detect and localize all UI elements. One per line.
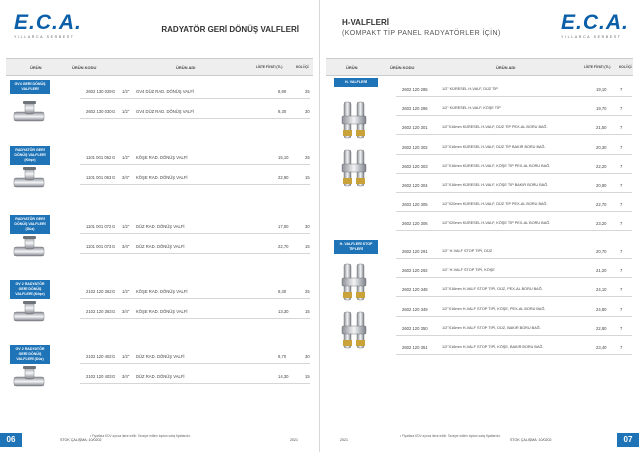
header-box: KOLİ İÇİ — [296, 65, 309, 69]
table-row — [382, 341, 633, 353]
stock-note: STOK ÇALIŞMA: 10/0202 — [60, 438, 102, 442]
product-code: 1101 001 073 — [86, 244, 112, 249]
brand-tagline: YILLARCA SERBEST — [14, 35, 75, 39]
product-name: 1/2"X20mm KÜRESEL H-VALF, DÜZ TİP PEX-AL BORU BAĞ. — [442, 202, 548, 207]
page-number: 07 — [617, 433, 639, 447]
row-divider — [80, 298, 310, 299]
product-code: 2602 120 350 — [402, 325, 428, 331]
thread-type: G — [112, 175, 116, 180]
price: 15,10 — [278, 155, 289, 160]
header-price: LİSTE FİYATI (TL) — [584, 65, 611, 69]
product-name: 1/2"X16mm KÜRESEL H-VALF, DÜZ TİP PEX-AL BORU BAĞ. — [442, 125, 548, 130]
product-name: DÜZ RAD. DÖNÜŞ VALFİ — [136, 374, 185, 379]
product-code: 2602 120 303 — [402, 163, 428, 169]
table-row — [382, 160, 633, 172]
valve-image — [12, 365, 46, 398]
header-price: LİSTE FİYATI (TL) — [256, 65, 283, 69]
price: 8,90 — [278, 89, 287, 94]
box-qty: 7 — [620, 306, 623, 312]
row-divider — [396, 258, 632, 259]
row-divider — [396, 192, 632, 193]
thread-type: G — [112, 224, 116, 229]
table-row — [56, 350, 313, 362]
box-qty: 7 — [620, 125, 623, 131]
box-qty: 7 — [620, 144, 623, 150]
right-page — [320, 0, 639, 452]
year-label: 2021 — [290, 438, 298, 442]
thread-type: G — [112, 155, 116, 160]
price: 14,30 — [278, 374, 289, 379]
price: 21,50 — [596, 125, 607, 131]
thread-type: G — [112, 309, 116, 314]
box-qty: 7 — [620, 345, 623, 350]
size: 3/4" — [122, 374, 130, 379]
product-code: 2602 120 351 — [402, 345, 428, 350]
price: 23,40 — [596, 345, 607, 350]
price: 24,80 — [596, 306, 607, 312]
product-name: 1/2" KÜRESEL H-VALF, DÜZ TİP — [442, 87, 498, 91]
row-divider — [396, 316, 632, 317]
product-name: KÖŞE RAD. DÖNÜŞ VALFİ — [136, 175, 188, 180]
section-label: RADYATÖR GERİ DÖNÜŞ VALFLERİ (Düz) — [10, 215, 50, 234]
header-product: ÜRÜN — [346, 65, 358, 70]
price: 22,90 — [278, 175, 289, 180]
valve-image — [12, 235, 46, 268]
section-label: GV 2 RADYATÖR GERİ DÖNÜŞ VALFLERİ (Düz) — [10, 345, 50, 364]
row-divider — [396, 296, 632, 297]
price: 22,80 — [596, 325, 607, 331]
box-qty: 15 — [305, 374, 310, 379]
price: 17,00 — [278, 224, 289, 229]
table-row — [382, 264, 633, 276]
box-qty: 25 — [305, 155, 310, 160]
thread-type: G — [112, 289, 116, 294]
row-divider — [80, 318, 310, 319]
table-row — [382, 245, 633, 257]
table-row — [382, 179, 633, 191]
product-name: 1/2"X16mm H-VALF STOP TİPİ, KÖŞE, BAKIR BORU BAĞ. — [442, 345, 544, 349]
product-name: GV4 DÜZ RAD. DÖNÜŞ VALFİ — [136, 89, 195, 94]
section-label: GV4 GERİ DÖNÜŞ VALFLERİ — [10, 80, 50, 94]
price: 20,90 — [596, 183, 607, 188]
footnote: • Fiyatlara KDV ayrıca ilave edilir. Tavsiye edilen toptan satış fiyatlarıdır. — [400, 434, 501, 438]
box-qty: 7 — [620, 287, 623, 293]
size: 1/2" — [122, 155, 130, 160]
product-code: 2602 120 349 — [402, 306, 428, 312]
thread-type: G — [112, 89, 116, 94]
brand-mark: E.C.A. — [14, 11, 82, 34]
size: 1/2" — [122, 224, 130, 229]
section-label: H- VALFLERİ STOP TİPLERİ — [334, 240, 378, 254]
price: 22,70 — [278, 244, 289, 249]
price: 23,20 — [596, 221, 607, 227]
size: 1/2" — [122, 354, 130, 359]
row-divider — [396, 154, 632, 155]
table-row — [56, 85, 313, 97]
price: 9,30 — [278, 289, 287, 294]
price: 20,70 — [596, 249, 607, 254]
row-divider — [396, 230, 632, 231]
row-divider — [80, 118, 310, 119]
product-name: KÖŞE RAD. DÖNÜŞ VALFİ — [136, 309, 188, 314]
box-qty: 7 — [620, 202, 623, 208]
table-row — [56, 305, 313, 317]
thread-type: G — [112, 109, 116, 114]
product-code: 2602 120 301 — [402, 125, 428, 131]
row-divider — [80, 363, 310, 364]
price: 13,30 — [278, 309, 289, 314]
table-row — [382, 283, 633, 295]
box-qty: 30 — [305, 354, 310, 359]
product-name: 1/2"X20mm KÜRESEL H-VALF, KÖŞE TİP PEX-AL BORU BAĞ. — [442, 221, 551, 226]
price: 21,20 — [596, 268, 607, 274]
row-divider — [80, 184, 310, 185]
product-code: 2102 120 362 — [86, 289, 112, 294]
size: 3/4" — [122, 244, 130, 249]
table-row — [56, 171, 313, 183]
product-code: 2102 120 403 — [86, 374, 112, 379]
price: 22,70 — [596, 202, 607, 208]
stock-note: STOK ÇALIŞMA: 10/0202 — [510, 438, 552, 442]
valve-image — [12, 100, 46, 133]
product-code: 2602 130 030 — [86, 109, 112, 114]
product-code: 2602 130 029 — [86, 89, 112, 94]
table-row — [56, 105, 313, 117]
table-row — [382, 322, 633, 334]
box-qty: 7 — [620, 221, 623, 227]
product-code: 1101 001 072 — [86, 224, 112, 229]
valve-image — [336, 100, 372, 145]
valve-image — [12, 166, 46, 199]
row-divider — [396, 115, 632, 116]
page-title: H-VALFLERİ — [342, 18, 389, 27]
table-row — [382, 303, 633, 315]
table-row — [382, 102, 633, 114]
row-divider — [396, 354, 632, 355]
box-qty: 25 — [305, 289, 310, 294]
header-name: ÜRÜN ADI — [496, 65, 516, 70]
row-divider — [396, 96, 632, 97]
product-name: 1/2" H-VALF STOP TİPİ, KÖŞE — [442, 268, 495, 273]
price: 19,10 — [596, 87, 607, 92]
box-qty: 7 — [620, 325, 623, 331]
product-name: DÜZ RAD. DÖNÜŞ VALFİ — [136, 354, 185, 359]
price: 9,30 — [278, 109, 287, 114]
table-row — [56, 151, 313, 163]
price: 24,10 — [596, 287, 607, 293]
product-name: 1/2"X16mm H-VALF STOP TİPİ, DÜZ, BAKIR BORU BAĞ. — [442, 325, 541, 330]
table-row — [382, 83, 633, 95]
header-product: ÜRÜN — [30, 65, 42, 70]
row-divider — [80, 383, 310, 384]
box-qty: 7 — [620, 249, 623, 254]
row-divider — [396, 277, 632, 278]
product-code: 2102 120 402 — [86, 354, 112, 359]
price: 19,70 — [596, 106, 607, 112]
row-divider — [396, 335, 632, 336]
section-label: H- VALFLERİ — [334, 78, 378, 87]
page-subtitle: (KOMPAKT TİP PANEL RADYATÖRLER İÇİN) — [342, 30, 501, 37]
product-name: 1/2"X16mm H-VALF STOP TİPİ, DÜZ, PEX-AL BORU BAĞ. — [442, 287, 543, 292]
row-divider — [80, 98, 310, 99]
thread-type: G — [112, 354, 116, 359]
product-name: GV4 DÜZ RAD. DÖNÜŞ VALFİ — [136, 109, 195, 114]
thread-type: G — [112, 244, 116, 249]
box-qty: 15 — [305, 309, 310, 314]
box-qty: 7 — [620, 183, 623, 188]
row-divider — [396, 211, 632, 212]
header-code: ÜRÜN KODU — [390, 65, 415, 70]
row-divider — [80, 253, 310, 254]
left-page — [0, 0, 319, 452]
table-header — [326, 58, 633, 76]
product-name: 1/2"X16mm KÜRESEL H-VALF, DÜZ TİP BAKIR BORU BAĞ. — [442, 144, 546, 149]
table-row — [382, 121, 633, 133]
product-code: 1101 001 063 — [86, 175, 112, 180]
box-qty: 25 — [305, 89, 310, 94]
row-divider — [80, 233, 310, 234]
header-name: ÜRÜN ADI — [176, 65, 196, 70]
size: 3/4" — [122, 175, 130, 180]
price: 22,20 — [596, 163, 607, 169]
page-title: RADYATÖR GERİ DÖNÜŞ VALFLERİ — [161, 25, 299, 34]
box-qty: 7 — [620, 163, 623, 169]
valve-image — [336, 148, 372, 193]
brand-mark: E.C.A. — [561, 11, 629, 34]
price: 9,70 — [278, 354, 287, 359]
product-name: 1/2" KÜRESEL H-VALF, KÖŞE TİP — [442, 106, 501, 111]
box-qty: 15 — [305, 244, 310, 249]
thread-type: G — [112, 374, 116, 379]
product-code: 1101 001 062 — [86, 155, 112, 160]
valve-image — [336, 262, 372, 307]
product-code: 2602 120 302 — [402, 144, 428, 150]
table-row — [56, 285, 313, 297]
brand-logo — [14, 11, 82, 42]
product-code: 2602 120 291 — [402, 249, 428, 254]
product-code: 2602 120 305 — [402, 202, 428, 208]
product-code: 2602 120 306 — [402, 221, 428, 227]
product-code: 2602 120 348 — [402, 287, 428, 293]
table-row — [56, 370, 313, 382]
product-code: 2102 120 363 — [86, 309, 112, 314]
product-code: 2602 120 292 — [402, 268, 428, 274]
product-name: KÖŞE RAD. DÖNÜŞ VALFİ — [136, 289, 188, 294]
header-code: ÜRÜN KODU — [72, 65, 97, 70]
product-name: 1/2"X16mm KÜRESEL H-VALF, KÖŞE TİP BAKIR BORU BAĞ. — [442, 183, 549, 187]
row-divider — [396, 134, 632, 135]
brand-tagline: YILLARCA SERBEST — [561, 35, 622, 39]
box-qty: 7 — [620, 106, 623, 112]
product-name: 1/2"X16mm KÜRESEL H-VALF, KÖŞE TİP PEX-AL BORU BAĞ. — [442, 163, 551, 168]
valve-image — [336, 310, 372, 355]
valve-image — [12, 300, 46, 333]
row-divider — [80, 164, 310, 165]
product-code: 2602 120 285 — [402, 87, 428, 92]
brand-logo — [561, 11, 629, 42]
year-label: 2021 — [340, 438, 348, 442]
footnote: • Fiyatlara KDV ayrıca ilave edilir. Tavsiye edilen toptan satış fiyatlarıdır. — [90, 434, 191, 438]
table-row — [382, 198, 633, 210]
box-qty: 7 — [620, 268, 623, 274]
product-name: KÖŞE RAD. DÖNÜŞ VALFİ — [136, 155, 188, 160]
box-qty: 30 — [305, 224, 310, 229]
box-qty: 7 — [620, 87, 623, 92]
product-code: 2602 120 286 — [402, 106, 428, 112]
section-label: RADYATÖR GERİ DÖNÜŞ VALFLERİ (Köşe) — [10, 146, 50, 165]
product-code: 2602 120 304 — [402, 183, 428, 188]
table-row — [382, 217, 633, 229]
table-row — [56, 240, 313, 252]
product-name: DÜZ RAD. DÖNÜŞ VALFİ — [136, 224, 185, 229]
section-label: GV 2 RADYATÖR GERİ DÖNÜŞ VALFLERİ (Köşe) — [10, 280, 50, 299]
row-divider — [396, 173, 632, 174]
table-row — [382, 141, 633, 153]
header-box: KOLİ İÇİ — [619, 65, 632, 69]
size: 1/2" — [122, 289, 130, 294]
product-name: 1/2" H-VALF STOP TİPİ, DÜZ — [442, 249, 493, 253]
size: 3/4" — [122, 309, 130, 314]
product-name: DÜZ RAD. DÖNÜŞ VALFİ — [136, 244, 185, 249]
size: 1/2" — [122, 109, 130, 114]
table-header — [6, 58, 313, 76]
table-row — [56, 220, 313, 232]
size: 1/2" — [122, 89, 130, 94]
box-qty: 15 — [305, 175, 310, 180]
page-number: 06 — [0, 433, 22, 447]
box-qty: 30 — [305, 109, 310, 114]
price: 20,30 — [596, 144, 607, 150]
product-name: 1/2"X16mm H-VALF STOP TİPİ, KÖŞE, PEX-AL BORU BAĞ. — [442, 306, 546, 311]
